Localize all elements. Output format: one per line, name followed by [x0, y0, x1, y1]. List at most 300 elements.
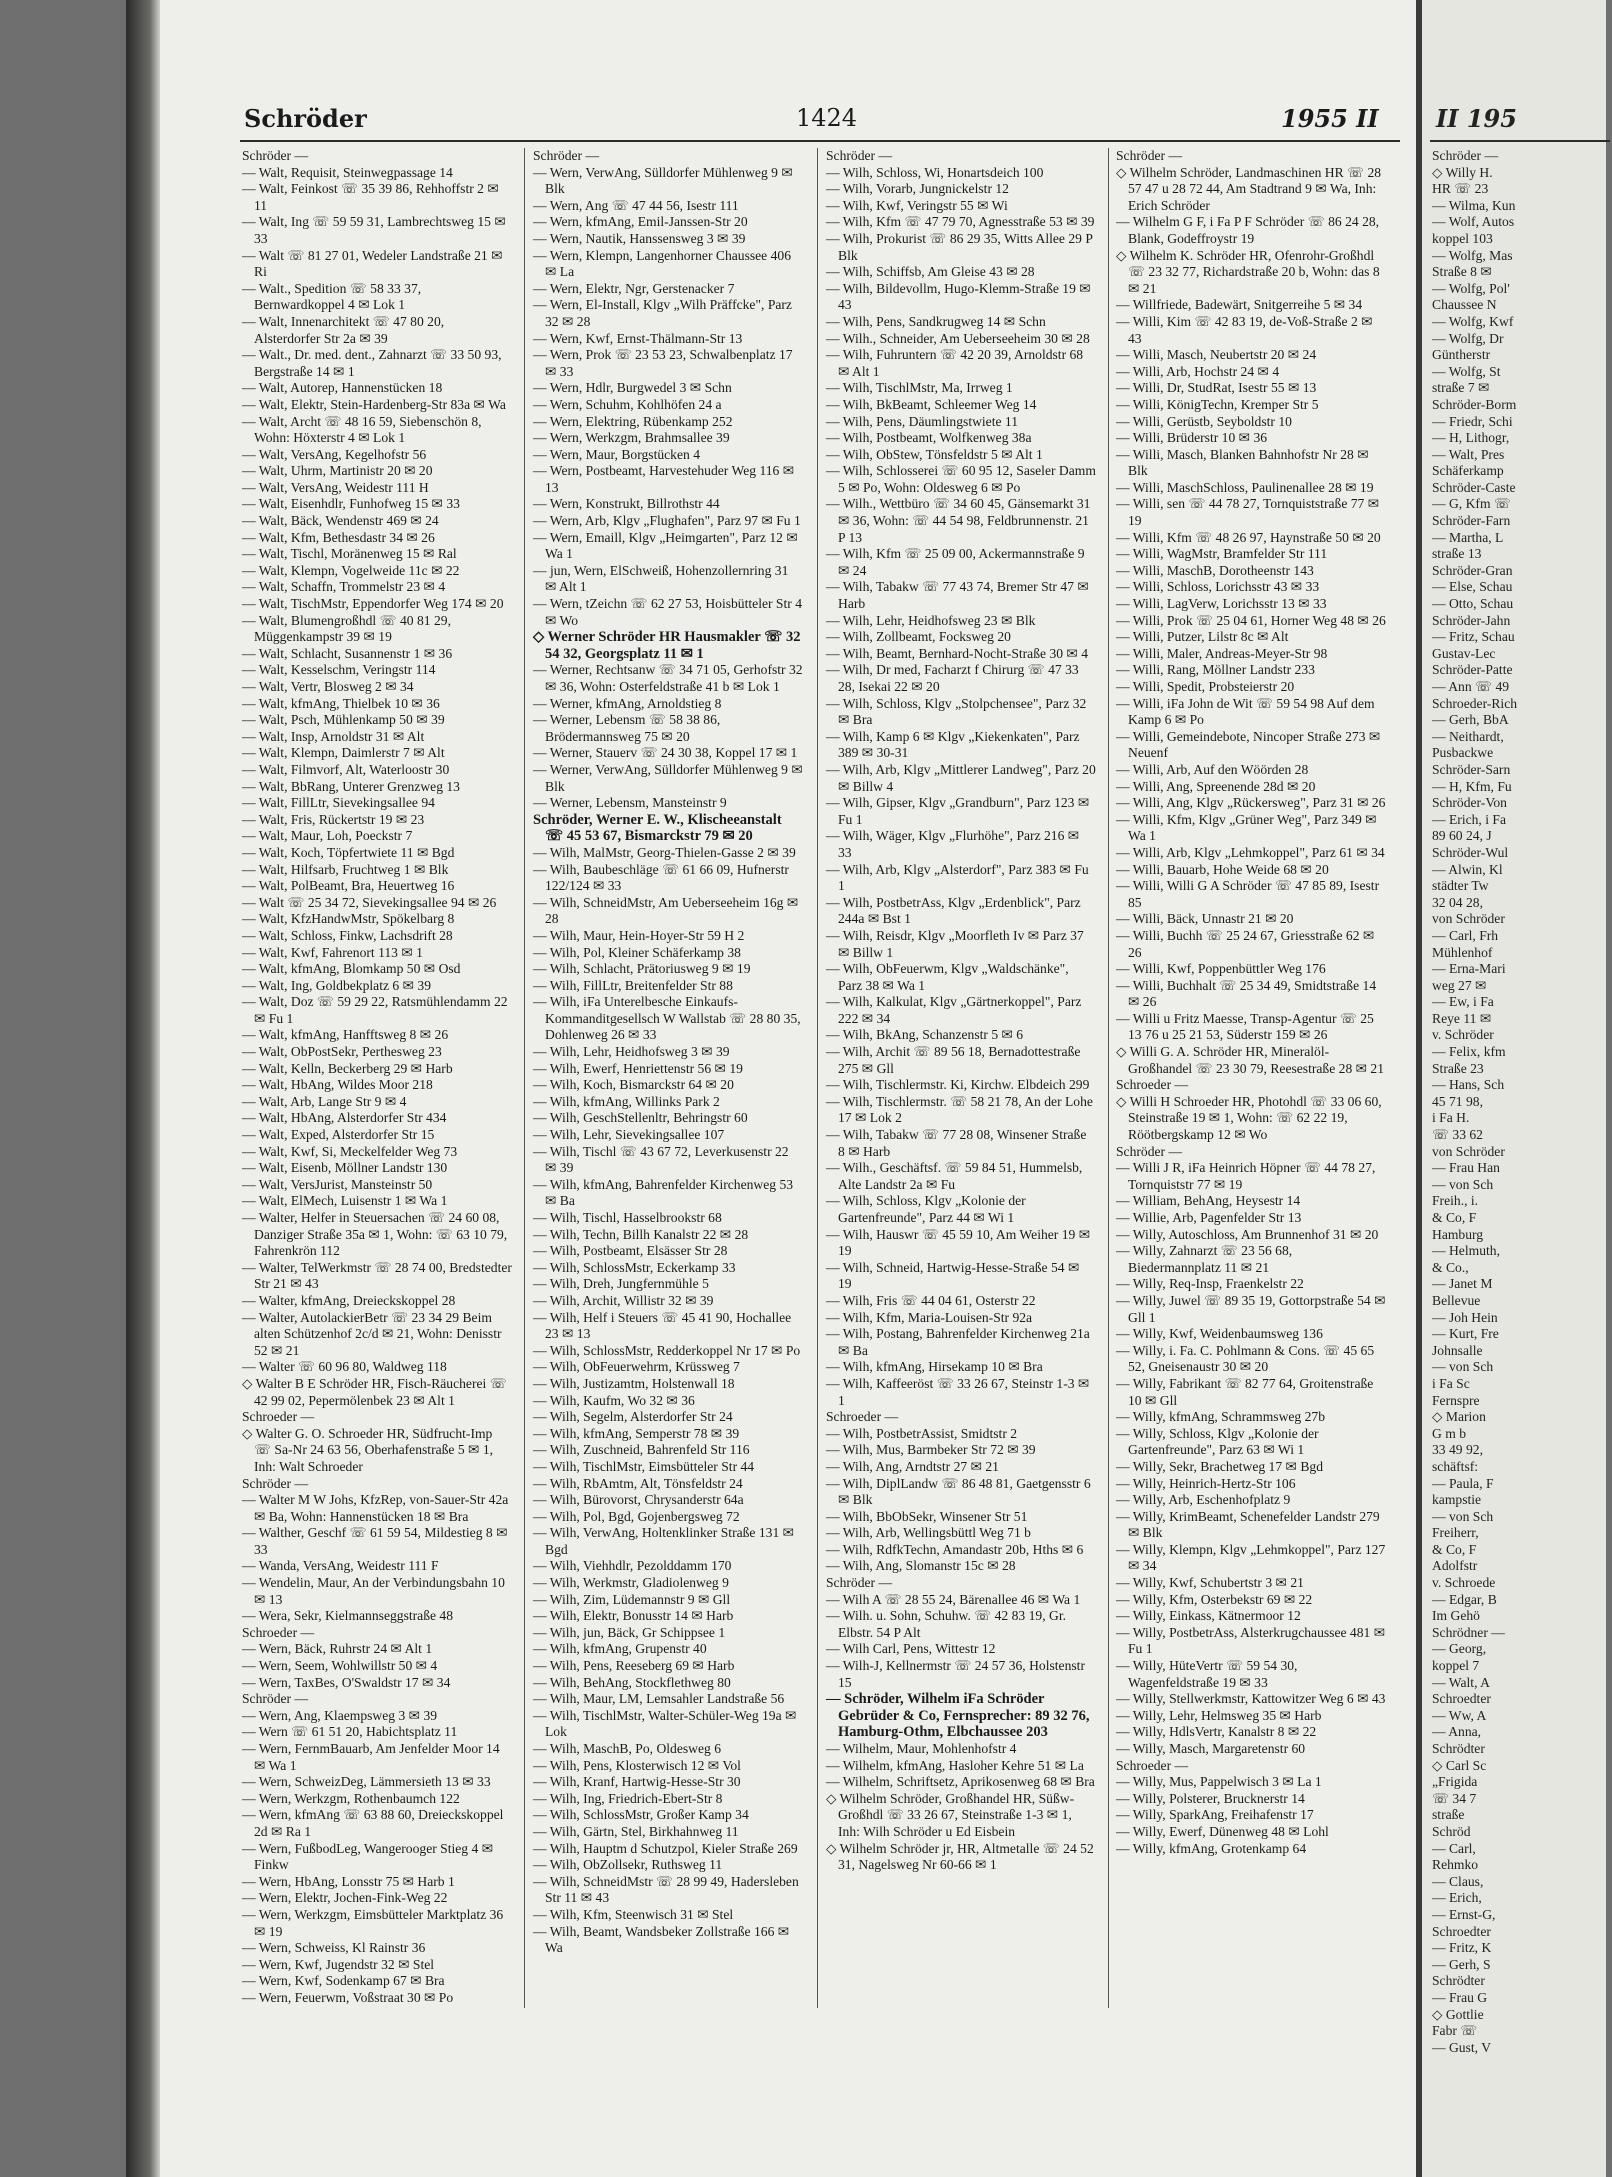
directory-entry: — Wilh, TischlMstr, Eimsbütteler Str 44	[533, 1458, 755, 1474]
directory-entry: — Walt, Ing, Goldbekplatz 6 ✉ 39	[242, 977, 431, 993]
directory-entry: — Wilh, Gärtn, Stel, Birkhahnweg 11	[533, 1823, 739, 1839]
facing-directory-entry: Schroedter	[1432, 1923, 1491, 1939]
directory-entry: — Walt, ElMech, Luisenstr 1 ✉ Wa 1	[242, 1193, 448, 1209]
directory-entry: — Wilh A ☏ 28 55 24, Bärenallee 46 ✉ Wa 1	[826, 1591, 1081, 1607]
directory-page	[126, 0, 1416, 2177]
directory-entry: — Walt, Kwf, Fahrenort 113 ✉ 1	[242, 944, 423, 960]
directory-entry: — Walt, Arb, Lange Str 9 ✉ 4	[242, 1093, 407, 1109]
directory-entry: — Wilh, Mus, Barmbeker Str 72 ✉ 39	[826, 1442, 1036, 1458]
directory-entry: — Wera, Sekr, Kielmannseggstraße 48	[242, 1608, 454, 1624]
directory-entry: — Werner, Lebensm ☏ 58 38 86, Brödermannsweg 75 ✉ 20	[533, 712, 721, 744]
directory-entry: — Willi, Bauarb, Hohe Weide 68 ✉ 20	[1116, 861, 1329, 877]
directory-entry: — Wilh, Tischlermstr. Ki, Kirchw. Elbdeich 299	[826, 1077, 1090, 1093]
directory-entry: — Wilh, Schlacht, Prätoriusweg 9 ✉ 19	[533, 961, 751, 977]
directory-entry: — Wilh, MalMstr, Georg-Thielen-Gasse 2 ✉ 39	[533, 844, 796, 860]
facing-directory-entry: — Janet M	[1432, 1276, 1493, 1292]
facing-directory-entry: — von Sch	[1432, 1359, 1494, 1375]
facing-directory-entry: — Claus,	[1432, 1873, 1484, 1889]
directory-entry: — Walt, Tischl, Moränenweg 15 ✉ Ral	[242, 546, 457, 562]
facing-directory-entry: — Hans, Sch	[1432, 1077, 1505, 1093]
directory-entry: — Willie, Arb, Pagenfelder Str 13	[1116, 1210, 1302, 1225]
directory-entry: — Wilh, Ewerf, Henriettenstr 56 ✉ 19	[533, 1060, 743, 1076]
facing-directory-entry: Straße 23	[1432, 1060, 1484, 1076]
directory-entry: — Wilh, SchneidMstr ☏ 28 99 49, Hadersleben Str 11 ✉ 43	[533, 1873, 799, 1906]
facing-directory-entry: — Paula, F	[1432, 1475, 1494, 1491]
facing-directory-entry: — Gust, V	[1432, 2039, 1492, 2055]
facing-page-column	[1432, 148, 1612, 2055]
directory-entry: — Willi, Ang, Klgv „Rückersweg", Parz 31 ✉ 26	[1116, 795, 1386, 811]
directory-entry: — Willy, Klempn, Klgv „Lehmkoppel", Parz 127 ✉ 34	[1116, 1541, 1386, 1574]
directory-column-4	[1116, 148, 1386, 2008]
directory-entry: — Wern, Feuerwm, Voßstraat 30 ✉ Po	[242, 1989, 454, 2005]
facing-directory-entry: — Wilma, Kun	[1432, 197, 1516, 213]
directory-entry: — Wilh, DiplLandw ☏ 86 48 81, Gaetgensstr 6 ✉ Blk	[826, 1475, 1091, 1508]
directory-entry: — Willy, Juwel ☏ 89 35 19, Gottorpstraße 54 ✉ Gll 1	[1116, 1292, 1386, 1325]
directory-entry: — Willi, Schloss, Lorichsstr 43 ✉ 33	[1116, 579, 1320, 595]
directory-entry: — Walt, Archt ☏ 48 16 59, Siebenschön 8, Wohn: Höxterstr 4 ✉ Lok 1	[242, 413, 482, 446]
facing-directory-entry: HR ☏ 23	[1432, 181, 1489, 197]
directory-entry: — Wilh, ObZollsekr, Ruthsweg 11	[533, 1857, 723, 1873]
column-divider	[817, 148, 818, 2008]
facing-directory-entry: Schröder-Caste	[1432, 479, 1516, 495]
directory-entry: — Wern, Postbeamt, Harvestehuder Weg 116 ✉ 13	[533, 463, 795, 495]
directory-entry: ◇ Walter G. O. Schroeder HR, Südfrucht-Imp ☏ Sa-Nr 24 63 56, Oberhafenstraße 5 ✉ 1, Inh: Walt Schroeder	[242, 1425, 494, 1474]
facing-directory-entry: — H, Kfm, Fu	[1432, 778, 1512, 794]
directory-entry: — Wilh, Schneid, Hartwig-Hesse-Straße 54 ✉ 19	[826, 1259, 1080, 1292]
directory-entry: — Willy, HüteVertr ☏ 59 54 30, Wagenfeldstraße 19 ✉ 33	[1116, 1658, 1298, 1690]
facing-directory-entry: Schrödter	[1432, 1741, 1485, 1756]
directory-entry: — Wilh, Reisdr, Klgv „Moorfleth Iv ✉ Parz 37 ✉ Billw 1	[826, 927, 1084, 960]
directory-entry: — Willi, Maler, Andreas-Meyer-Str 98	[1116, 645, 1328, 661]
directory-entry: — Wilh, VerwAng, Holtenklinker Straße 131 ✉ Bgd	[533, 1525, 795, 1557]
directory-entry: — Wilh, Kfm ☏ 47 79 70, Agnesstraße 53 ✉ 39	[826, 214, 1095, 230]
directory-entry: — Walter, Helfer in Steuersachen ☏ 24 60 08, Danziger Straße 35a ✉ 1, Wohn: ☏ 63 10 79, Fahrenkrön 112	[242, 1210, 508, 1259]
facing-directory-entry: Schröder-Von	[1432, 795, 1507, 811]
directory-entry: — Willy, HdlsVertr, Kanalstr 8 ✉ 22	[1116, 1724, 1317, 1740]
directory-entry: — Walt., Spedition ☏ 58 33 37, Bernwardkoppel 4 ✉ Lok 1	[242, 280, 422, 313]
facing-directory-entry: — von Sch	[1432, 1176, 1494, 1192]
facing-directory-entry: — Erich, i Fa	[1432, 811, 1506, 827]
column-divider	[524, 148, 525, 2008]
directory-entry: Schroeder —	[1116, 1077, 1189, 1093]
directory-entry: — Wilh, Baubeschläge ☏ 61 66 09, Hufnerstr 122/124 ✉ 33	[533, 861, 789, 894]
directory-entry: — Walt, Doz ☏ 59 29 22, Ratsmühlendamm 22 ✉ Fu 1	[242, 994, 508, 1026]
directory-entry: — Wern, Arb, Klgv „Flughafen", Parz 97 ✉ Fu 1	[533, 513, 801, 529]
facing-directory-entry: Schrödter	[1432, 1973, 1485, 1989]
directory-entry: — Willy, Arb, Eschenhofplatz 9	[1116, 1492, 1291, 1508]
directory-entry: — Willy, Fabrikant ☏ 82 77 64, Groitenstraße 10 ✉ Gll	[1116, 1375, 1374, 1408]
directory-entry: — Werner, Lebensm, Mansteinstr 9	[533, 795, 727, 811]
directory-entry: — Willi, MaschB, Dorotheenstr 143	[1116, 562, 1314, 578]
directory-entry: — Walt, VersAng, Weidestr 111 H	[242, 479, 429, 495]
directory-entry: ◇ Walter B E Schröder HR, Fisch-Räucherei ☏ 42 99 02, Pepermölenbek 23 ✉ Alt 1	[242, 1375, 507, 1408]
facing-directory-entry: i Fa Sc	[1432, 1375, 1470, 1391]
directory-entry: — Wilh, kfmAng, Hirsekamp 10 ✉ Bra	[826, 1359, 1043, 1375]
directory-entry: — Wilh, Postbeamt, Wolfkenweg 38a	[826, 430, 1032, 446]
directory-entry: — Wilhelm G F, i Fa P F Schröder ☏ 86 24 28, Blank, Godeffroystr 19	[1116, 214, 1380, 246]
directory-entry: Schröder —	[242, 148, 309, 163]
directory-entry: — Wilh, Arb, Klgv „Mittlerer Landweg", Parz 20 ✉ Billw 4	[826, 761, 1096, 794]
directory-entry: — Willi, Arb, Auf den Wöörden 28	[1116, 761, 1309, 777]
facing-directory-entry: i Fa H.	[1432, 1110, 1470, 1126]
directory-entry: — Wilh, Pens, Reeseberg 69 ✉ Harb	[533, 1658, 735, 1674]
directory-entry: ◇ Wilhelm Schröder jr, HR, Altmetalle ☏ 24 52 31, Nagelsweg Nr 60-66 ✉ 1	[826, 1840, 1094, 1873]
directory-entry: — Wilh, Segelm, Alsterdorfer Str 24	[533, 1409, 733, 1425]
directory-entry: — Walt., Dr. med. dent., Zahnarzt ☏ 33 50 93, Bergstraße 14 ✉ 1	[242, 347, 502, 379]
facing-directory-entry: — Otto, Schau	[1432, 596, 1514, 612]
directory-entry: — Wilh, ObFeuerwehrm, Krüssweg 7	[533, 1359, 740, 1375]
directory-entry: — Wilh, Fuhruntern ☏ 42 20 39, Arnoldstr 68 ✉ Alt 1	[826, 347, 1084, 379]
directory-entry: — Werner, VerwAng, Sülldorfer Mühlenweg 9 ✉ Blk	[533, 761, 803, 794]
directory-entry: Schroeder —	[242, 1409, 315, 1425]
directory-entry: — Wilh, FillLtr, Breitenfelder Str 88	[533, 977, 733, 993]
directory-entry: — Wilh, SchlossMstr, Redderkoppel Nr 17 ✉ Po	[533, 1342, 801, 1358]
facing-directory-entry: — Wolfg, St	[1432, 363, 1501, 379]
directory-entry: — Wilh, iFa Unterelbesche Einkaufs-Kommanditgesellsch W Wallstab ☏ 28 80 35, Dohlenweg 26 ✉ 33	[533, 994, 801, 1043]
directory-entry: — Wern, Schuhm, Kohlhöfen 24 a	[533, 396, 722, 412]
directory-entry: — Wilh, Kranf, Hartwig-Hesse-Str 30	[533, 1774, 741, 1790]
directory-entry: — Wern, Schweiss, Kl Rainstr 36	[242, 1940, 426, 1956]
facing-directory-entry: 89 60 24, J	[1432, 828, 1492, 844]
directory-entry: — Willi, LagVerw, Lorichsstr 13 ✉ 33	[1116, 596, 1327, 612]
directory-entry: — Willi, Ang, Spreenende 28d ✉ 20	[1116, 778, 1316, 794]
directory-entry: — Walt, Eisenb, Möllner Landstr 130	[242, 1160, 448, 1176]
column-divider	[1108, 148, 1109, 2008]
directory-entry: — Willi, Willi G A Schröder ☏ 47 85 89, Isestr 85	[1116, 878, 1380, 910]
facing-directory-entry: — Alwin, Kl	[1432, 861, 1503, 877]
facing-directory-entry: Pusbackwe	[1432, 745, 1494, 761]
directory-entry: — Walter, AutolackierBetr ☏ 23 34 29 Beim alten Schützenhof 2c/d ✉ 21, Wohn: Denisstr 52 ✉ 21	[242, 1309, 502, 1358]
facing-directory-entry: von Schröder	[1432, 1143, 1505, 1159]
facing-directory-entry: — H, Lithogr,	[1432, 430, 1510, 446]
directory-entry: — Willy, Einkass, Kätnermoor 12	[1116, 1608, 1301, 1624]
facing-directory-entry: Freiherr,	[1432, 1525, 1479, 1541]
facing-directory-entry: Mühlenhof	[1432, 944, 1493, 960]
directory-entry: — Wern, Konstrukt, Billrothstr 44	[533, 496, 720, 512]
directory-entry: — Wilh, TischlMstr, Walter-Schüler-Weg 19a ✉ Lok	[533, 1707, 797, 1740]
facing-directory-entry: ◇ Gottlie	[1432, 2006, 1484, 2022]
facing-directory-entry: — Carl,	[1432, 1840, 1476, 1856]
directory-entry: — Wilh., Schneider, Am Ueberseeheim 30 ✉ 28	[826, 330, 1090, 346]
directory-entry: — Wilh, Pens, Däumlingstwiete 11	[826, 413, 1019, 429]
facing-directory-entry: Gustav-Lec	[1432, 645, 1496, 661]
directory-entry: — Wern, Ang ☏ 47 44 56, Isestr 111	[533, 197, 739, 213]
facing-directory-entry: von Schröder	[1432, 911, 1505, 927]
directory-entry: — Wilh, Schiffsb, Am Gleise 43 ✉ 28	[826, 264, 1035, 280]
directory-entry: — Wilh, Schloss, Klgv „Kolonie der Gartenfreunde", Parz 44 ✉ Wi 1	[826, 1193, 1026, 1225]
directory-entry: — Wilh, Elektr, Bonusstr 14 ✉ Harb	[533, 1608, 734, 1624]
directory-entry: — Willy, Polsterer, Brucknerstr 14	[1116, 1790, 1305, 1806]
directory-entry: — Willi, Kfm ☏ 48 26 97, Haynstraße 50 ✉ 20	[1116, 529, 1381, 545]
facing-directory-entry: Schröder-Jahn	[1432, 612, 1511, 628]
directory-entry: — Wilh, kfmAng, Grupenstr 40	[533, 1641, 707, 1657]
directory-entry: — Willi, Masch, Neubertstr 20 ✉ 24	[1116, 347, 1317, 363]
directory-entry: — Walt, PolBeamt, Bra, Heuertweg 16	[242, 878, 455, 894]
facing-directory-entry: Fernspre	[1432, 1392, 1480, 1408]
directory-entry: — Walt, Psch, Mühlenkamp 50 ✉ 39	[242, 712, 445, 728]
directory-entry: — Wilh, Wäger, Klgv „Flurhöhe", Parz 216 ✉ 33	[826, 828, 1080, 860]
directory-entry: ◇ Willi H Schroeder HR, Photohdl ☏ 33 06 60, Steinstraße 19 ✉ 1, Wohn: ☏ 62 22 19, Röötbergskamp 12 ✉ Wo	[1116, 1093, 1382, 1143]
directory-entry: — Walt, Klempn, Vogelweide 11c ✉ 22	[242, 562, 460, 578]
directory-entry: — Wilh, PostbetrAssist, Smidtstr 2	[826, 1425, 1018, 1441]
directory-entry: — Wilh, Maur, Hein-Hoyer-Str 59 H 2	[533, 927, 745, 943]
facing-directory-entry: — Wolf, Autos	[1432, 214, 1515, 230]
directory-entry: — Walt, Insp, Arnoldstr 31 ✉ Alt	[242, 728, 425, 744]
facing-directory-entry: — Helmuth,	[1432, 1243, 1500, 1259]
directory-entry: — Willy, Req-Insp, Fraenkelstr 22	[1116, 1276, 1304, 1292]
directory-entry: — Walter, TelWerkmstr ☏ 28 74 00, Bredstedter Str 21 ✉ 43	[242, 1259, 512, 1292]
facing-directory-entry: — Ew, i Fa	[1432, 994, 1494, 1010]
facing-directory-entry: Im Gehö	[1432, 1608, 1480, 1624]
directory-entry: — Walter, kfmAng, Dreieckskoppel 28	[242, 1292, 456, 1308]
facing-directory-entry: — Martha, L	[1432, 529, 1504, 545]
directory-entry: — Willi, Gerüstb, Seyboldstr 10	[1116, 413, 1292, 429]
directory-entry: — Willi, Kfm, Klgv „Grüner Weg", Parz 349 ✉ Wa 1	[1116, 811, 1377, 844]
directory-entry: — Wilh, Schloss, Klgv „Stolpchensee", Parz 32 ✉ Bra	[826, 695, 1087, 728]
facing-directory-entry: Schroeder-Rich	[1432, 695, 1518, 711]
directory-entry: — Walt, Requisit, Steinwegpassage 14	[242, 164, 453, 180]
facing-directory-entry: — Carl, Frh	[1432, 927, 1499, 943]
directory-entry: Schröder —	[1116, 148, 1183, 163]
facing-directory-entry: — Gerh, BbA	[1432, 712, 1509, 728]
facing-directory-entry: Reye 11 ✉	[1432, 1010, 1492, 1026]
facing-directory-entry: — Erich,	[1432, 1890, 1482, 1906]
facing-directory-entry: Schroedter	[1432, 1691, 1491, 1707]
directory-entry: Schröder —	[826, 1575, 893, 1591]
directory-entry: — Willi, Spedit, Probsteierstr 20	[1116, 679, 1295, 694]
directory-entry: — Wilh, Kalkulat, Klgv „Gärtnerkoppel", Parz 222 ✉ 34	[826, 994, 1082, 1026]
page-number: 1424	[796, 104, 858, 132]
directory-entry: — Willi, Arb, Hochstr 24 ✉ 4	[1116, 363, 1280, 379]
directory-entry: — Wern, TaxBes, O'Swaldstr 17 ✉ 34	[242, 1674, 451, 1690]
directory-entry: — Walter ☏ 60 96 80, Waldweg 118	[242, 1359, 447, 1375]
facing-directory-entry: ◇ Marion	[1432, 1409, 1486, 1425]
facing-directory-entry: — Else, Schau	[1432, 579, 1513, 595]
directory-entry: — Schröder, Wilhelm iFa Schröder Gebrüder & Co, Fernsprecher: 89 32 76, Hamburg-Othm, Elbchaussee 203	[826, 1691, 1090, 1741]
facing-directory-entry: schäftsf:	[1432, 1458, 1479, 1474]
directory-entry: — Wern, Maur, Borgstücken 4	[533, 446, 701, 462]
directory-entry: — Wern, SchweizDeg, Lämmersieth 13 ✉ 33	[242, 1774, 491, 1790]
directory-entry: Schröder —	[242, 1691, 309, 1707]
directory-entry: — Wilh, Fris ☏ 44 04 61, Osterstr 22	[826, 1292, 1036, 1308]
facing-directory-entry: — Fritz, K	[1432, 1940, 1492, 1956]
directory-entry: — Wern, Kwf, Jugendstr 32 ✉ Stel	[242, 1956, 435, 1972]
facing-directory-entry: Schröder-Wul	[1432, 844, 1509, 860]
directory-entry: — Werner, kfmAng, Arnoldstieg 8	[533, 695, 722, 711]
facing-directory-entry: ◇ Willy H.	[1432, 164, 1493, 180]
directory-entry: — Wilh, jun, Bäck, Gr Schippsee 1	[533, 1624, 726, 1640]
directory-entry: — Wilh, Techn, Billh Kanalstr 22 ✉ 28	[533, 1226, 749, 1242]
directory-entry: — Wilh, Pol, Bgd, Gojenbergsweg 72	[533, 1508, 740, 1524]
directory-entry: — Wern, Klempn, Langenhorner Chaussee 406 ✉ La	[533, 247, 792, 280]
directory-column-2	[533, 148, 803, 2008]
directory-entry: — Walt, Uhrm, Martinistr 20 ✉ 20	[242, 463, 433, 479]
facing-directory-entry: v. Schröder	[1432, 1027, 1494, 1043]
directory-entry: — Walt, Feinkost ☏ 35 39 86, Rehhoffstr 2 ✉ 11	[242, 181, 499, 213]
directory-entry: — Wilh, Helf i Steuers ☏ 45 41 90, Hochallee 23 ✉ 13	[533, 1309, 792, 1342]
directory-entry: — Walt, Kwf, Si, Meckelfelder Weg 73	[242, 1143, 458, 1159]
directory-entry: — Wilh, Kamp 6 ✉ Klgv „Kiekenkaten", Parz 389 ✉ 30-31	[826, 728, 1080, 761]
directory-entry: — Wern, Kwf, Sodenkamp 67 ✉ Bra	[242, 1973, 445, 1989]
facing-page-header: II 195	[1436, 104, 1517, 133]
facing-directory-entry: — Wolfg, Kwf	[1432, 313, 1514, 329]
directory-entry: — Wilh, GeschStellenltr, Behringstr 60	[533, 1110, 748, 1126]
facing-page-edge	[1416, 0, 1606, 2177]
facing-directory-entry: straße 7 ✉	[1432, 380, 1490, 396]
facing-directory-entry: — Frau Han	[1432, 1160, 1500, 1176]
directory-entry: — Willi u Fritz Maesse, Transp-Agentur ☏ 25 13 76 u 25 21 53, Süderstr 159 ✉ 26	[1116, 1010, 1374, 1043]
directory-entry: — Willy, Autoschloss, Am Brunnenhof 31 ✉ 20	[1116, 1226, 1379, 1242]
directory-entry: — Wilh, Postang, Bahrenfelder Kirchenweg 21a ✉ Ba	[826, 1326, 1090, 1358]
facing-directory-entry: ◇ Carl Sc	[1432, 1757, 1487, 1773]
directory-entry: — Willfriede, Badewärt, Snitgerreihe 5 ✉ 34	[1116, 297, 1363, 313]
facing-directory-entry: & Co, F	[1432, 1210, 1477, 1225]
directory-entry: — Walt, FillLtr, Sievekingsallee 94	[242, 795, 435, 811]
directory-entry: — Wern, Bäck, Ruhrstr 24 ✉ Alt 1	[242, 1641, 433, 1657]
directory-entry: — Willy, Zahnarzt ☏ 23 56 68, Biedermannplatz 11 ✉ 21	[1116, 1243, 1293, 1275]
directory-entry: — Wern, El-Install, Klgv „Wilh Präffcke", Parz 32 ✉ 28	[533, 297, 792, 329]
facing-directory-entry: straße	[1432, 1807, 1465, 1823]
directory-entry: — Wilh, Ang, Slomanstr 15c ✉ 28	[826, 1558, 1016, 1574]
directory-entry: — Wern, Werkzgm, Rothenbaumch 122	[242, 1790, 460, 1806]
directory-entry: — Willi, Rang, Möllner Landstr 233	[1116, 662, 1315, 678]
facing-header-rule	[1430, 140, 1610, 142]
facing-directory-entry: kampstie	[1432, 1492, 1482, 1508]
directory-entry: — Wilh, Lehr, Heidhofsweg 3 ✉ 39	[533, 1044, 730, 1060]
directory-entry: — Wilh, Hauptm d Schutzpol, Kieler Straße 269	[533, 1840, 798, 1856]
directory-entry: — Willy, Mus, Pappelwisch 3 ✉ La 1	[1116, 1774, 1322, 1790]
facing-directory-entry: — von Sch	[1432, 1508, 1494, 1524]
directory-entry: — Wern, Werkzgm, Eimsbütteler Marktplatz 36 ✉ 19	[242, 1906, 504, 1939]
directory-entry: — Wilh, Arb, Wellingsbüttl Weg 71 b	[826, 1525, 1031, 1541]
facing-directory-entry: — Friedr, Schi	[1432, 413, 1513, 429]
directory-entry: ◇ Werner Schröder HR Hausmakler ☏ 32 54 32, Georgsplatz 11 ✉ 1	[533, 629, 801, 662]
directory-entry: — Walt, HbAng, Wildes Moor 218	[242, 1077, 433, 1093]
directory-entry: — Walt, Elektr, Stein-Hardenberg-Str 83a ✉ Wa	[242, 396, 506, 412]
directory-entry: — Wern, kfmAng ☏ 63 88 60, Dreieckskoppel 2d ✉ Ra 1	[242, 1807, 504, 1839]
directory-entry: — jun, Wern, ElSchweiß, Hohenzollernring 31 ✉ Alt 1	[533, 562, 789, 595]
directory-entry: — Wern, Elektring, Rübenkamp 252	[533, 413, 733, 429]
directory-column-3	[826, 148, 1096, 2008]
directory-entry: — Wilh, SchneidMstr, Am Ueberseeheim 16g ✉ 28	[533, 894, 799, 927]
directory-entry: — Walt, KfzHandwMstr, Spökelbarg 8	[242, 911, 455, 927]
directory-entry: — Walt, VersAng, Kegelhofstr 56	[242, 446, 427, 462]
directory-entry: — Wilh, Werkmstr, Gladiolenweg 9	[533, 1575, 729, 1591]
directory-entry: — Walt, kfmAng, Thielbek 10 ✉ 36	[242, 695, 440, 711]
directory-entry: Schröder —	[1116, 1143, 1183, 1159]
directory-entry: — Wilh, kfmAng, Semperstr 78 ✉ 39	[533, 1425, 740, 1441]
facing-directory-entry: ☏ 33 62	[1432, 1127, 1483, 1143]
directory-entry: — Walther, Geschf ☏ 61 59 54, Mildestieg 8 ✉ 33	[242, 1525, 508, 1557]
facing-directory-entry: Schröder-Patte	[1432, 662, 1513, 678]
directory-entry: Schröder —	[242, 1475, 309, 1491]
directory-entry: — Wilh, Archit ☏ 89 56 18, Bernadottestraße 275 ✉ Gll	[826, 1044, 1081, 1076]
directory-entry: — Willy, Kwf, Schubertstr 3 ✉ 21	[1116, 1575, 1304, 1591]
directory-entry: — Wendelin, Maur, An der Verbindungsbahn 10 ✉ 13	[242, 1575, 505, 1607]
directory-entry: — Wilh, Koch, Bismarckstr 64 ✉ 20	[533, 1077, 734, 1093]
facing-directory-entry: G m b	[1432, 1425, 1466, 1441]
directory-entry: — Willi J R, iFa Heinrich Höpner ☏ 44 78 27, Tornquiststr 77 ✉ 19	[1116, 1160, 1376, 1192]
directory-entry: — Willi, sen ☏ 44 78 27, Tornquiststraße 77 ✉ 19	[1116, 496, 1380, 529]
header-rule	[240, 140, 1400, 142]
directory-entry: — Wilh, Lehr, Sievekingsallee 107	[533, 1127, 725, 1143]
facing-directory-entry: Schröder-Farn	[1432, 513, 1511, 529]
directory-entry: — Wilh, Bildevollm, Hugo-Klemm-Straße 19 ✉ 43	[826, 280, 1091, 313]
directory-entry: — Wilh, Tabakw ☏ 77 43 74, Bremer Str 47 ✉ Harb	[826, 579, 1089, 612]
directory-entry: — Walt, Innenarchitekt ☏ 47 80 20, Alsterdorfer Str 2a ✉ 39	[242, 313, 445, 346]
directory-entry: — Wilh, Zollbeamt, Focksweg 20	[826, 629, 1011, 645]
directory-entry: — Willi, Bäck, Unnastr 21 ✉ 20	[1116, 911, 1294, 927]
directory-entry: — Willy, kfmAng, Grotenkamp 64	[1116, 1840, 1307, 1856]
directory-entry: — Wanda, VersAng, Weidestr 111 F	[242, 1558, 439, 1574]
directory-entry: ◇ Wilhelm Schröder, Großhandel HR, Süßw-Großhdl ☏ 33 26 67, Steinstraße 1-3 ✉ 1, Inh: Wilh Schröder u Ed Eisbein	[826, 1790, 1075, 1839]
directory-entry: — Willy, kfmAng, Schrammsweg 27b	[1116, 1409, 1326, 1425]
directory-entry: Schroeder —	[1116, 1757, 1189, 1773]
directory-entry: — Wilh, Schloss, Wi, Honartsdeich 100	[826, 164, 1044, 180]
facing-directory-entry: Schröder —	[1432, 148, 1499, 163]
directory-entry: — Willy, KrimBeamt, Schenefelder Landstr 279 ✉ Blk	[1116, 1508, 1380, 1541]
directory-entry: — Wilh, Tischl ☏ 43 67 72, Leverkusenstr 22 ✉ 39	[533, 1143, 789, 1176]
directory-entry: — Wilh, RdfkTechn, Amandastr 20b, Hths ✉ 6	[826, 1541, 1084, 1557]
directory-entry: — Wilh, Zim, Lüdemannstr 9 ✉ Gll	[533, 1591, 731, 1607]
facing-directory-entry: Hamburg	[1432, 1226, 1484, 1242]
facing-directory-entry: — Kurt, Fre	[1432, 1326, 1499, 1342]
directory-entry: — Wern, Ang, Klaempsweg 3 ✉ 39	[242, 1707, 438, 1723]
directory-entry: — Willy, Lehr, Helmsweg 35 ✉ Harb	[1116, 1707, 1322, 1723]
directory-entry: Schröder, Werner E. W., Klischeeanstalt ☏ 45 53 67, Bismarckstr 79 ✉ 20	[533, 811, 782, 845]
directory-entry: — Wern, HbAng, Lonsstr 75 ✉ Harb 1	[242, 1873, 455, 1889]
directory-entry: — Wilh, BkBeamt, Schleemer Weg 14	[826, 396, 1037, 412]
page-spine-shadow	[126, 0, 160, 2177]
facing-directory-entry: — Walt, Pres	[1432, 446, 1505, 462]
directory-entry: — Wilhelm, Maur, Mohlenhofstr 4	[826, 1741, 1017, 1756]
facing-directory-entry: Rehmko	[1432, 1857, 1479, 1873]
directory-entry: — Wilh, Lehr, Heidhofsweg 23 ✉ Blk	[826, 612, 1036, 628]
directory-entry: — Walt, Koch, Töpfertwiete 11 ✉ Bgd	[242, 844, 455, 860]
facing-directory-entry: & Co.,	[1432, 1259, 1469, 1275]
directory-entry: — Willi, Brüderstr 10 ✉ 36	[1116, 430, 1268, 446]
facing-directory-entry: 33 49 92,	[1432, 1442, 1483, 1458]
directory-entry: — Wilh Carl, Pens, Wittestr 12	[826, 1641, 996, 1657]
directory-entry: Schroeder —	[826, 1409, 899, 1425]
directory-entry: — Wern, Seem, Wohlwillstr 50 ✉ 4	[242, 1658, 438, 1674]
directory-entry: — Wilh, Archit, Willistr 32 ✉ 39	[533, 1292, 714, 1308]
directory-entry: — Wern, tZeichn ☏ 62 27 53, Hoisbütteler Str 4 ✉ Wo	[533, 596, 802, 628]
facing-directory-entry: Fabr ☏	[1432, 2023, 1478, 2039]
directory-entry: — Wilh, Kfm, Maria-Louisen-Str 92a	[826, 1309, 1033, 1325]
directory-entry: Schroeder —	[242, 1624, 315, 1640]
directory-entry: — Werner, Rechtsanw ☏ 34 71 05, Gerhofstr 32 ✉ 36, Wohn: Osterfeldstraße 41 b ✉ Lok 1	[533, 662, 803, 694]
facing-directory-entry: — Neithardt,	[1432, 728, 1504, 744]
directory-entry: — Walt, Kfm, Bethesdastr 34 ✉ 26	[242, 529, 435, 545]
facing-directory-entry: Freih., i.	[1432, 1193, 1479, 1209]
facing-directory-entry: Schrödner —	[1432, 1624, 1505, 1640]
facing-directory-entry: städter Tw	[1432, 878, 1489, 894]
facing-directory-entry: v. Schroede	[1432, 1575, 1496, 1591]
directory-entry: — Wilh, ObFeuerwm, Klgv „Waldschänke", Parz 38 ✉ Wa 1	[826, 961, 1069, 993]
directory-entry: — Walt, BbRang, Unterer Grenzweg 13	[242, 778, 460, 794]
directory-entry: — Wern, Prok ☏ 23 53 23, Schwalbenplatz 17 ✉ 33	[533, 347, 793, 379]
facing-directory-entry: — Georg,	[1432, 1641, 1487, 1657]
directory-entry: — Wilh, Ing, Friedrich-Ebert-Str 8	[533, 1790, 723, 1806]
directory-entry: — Wilh, Kaffeeröst ☏ 33 26 67, Steinstr 1-3 ✉ 1	[826, 1375, 1090, 1408]
directory-entry: — Wilh, BbObSekr, Winsener Str 51	[826, 1508, 1028, 1524]
directory-entry: — Wilh, Tischl, Hasselbrookstr 68	[533, 1210, 722, 1225]
facing-directory-entry: 45 71 98,	[1432, 1093, 1483, 1109]
directory-entry: — Wern, Emaill, Klgv „Heimgarten", Parz 12 ✉ Wa 1	[533, 529, 798, 562]
directory-entry: — Willy, Kfm, Osterbekstr 69 ✉ 22	[1116, 1591, 1313, 1607]
directory-entry: — Willi, Buchhalt ☏ 25 34 49, Smidtstraße 14 ✉ 26	[1116, 977, 1377, 1010]
